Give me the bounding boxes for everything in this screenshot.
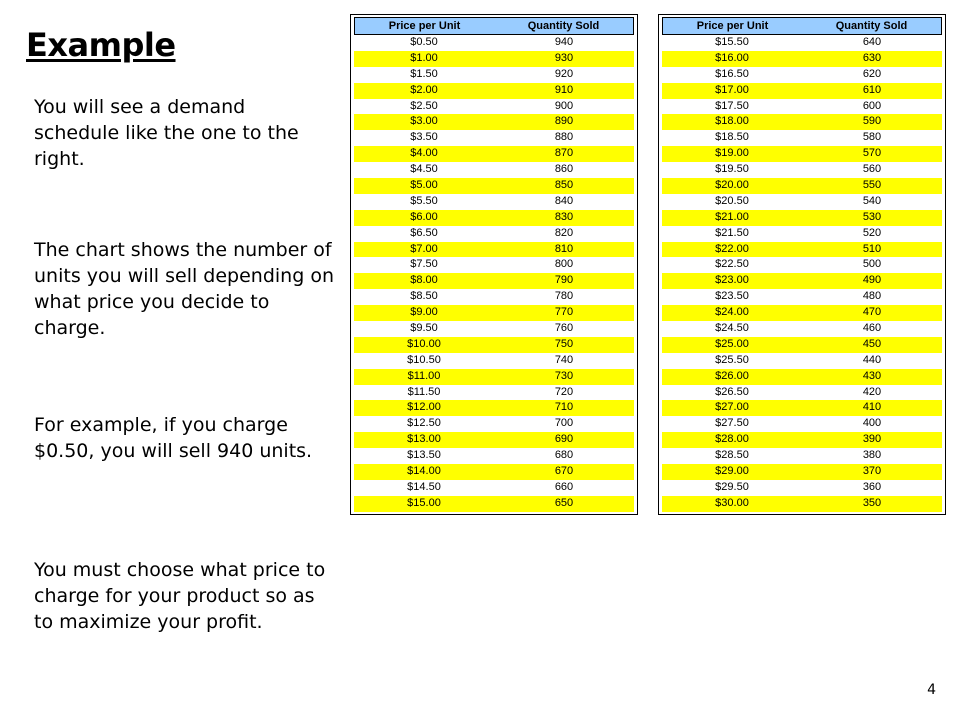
table-row: [354, 432, 634, 448]
price-cell: $16.00: [715, 51, 749, 64]
table-row: [662, 178, 942, 194]
price-cell: $20.00: [715, 179, 749, 192]
price-cell: $29.50: [715, 480, 749, 493]
quantity-cell: 510: [862, 242, 882, 255]
table-row: [354, 257, 634, 273]
price-cell: $20.50: [715, 194, 749, 207]
quantity-cell: 490: [862, 274, 882, 287]
quantity-cell: 840: [554, 194, 574, 207]
price-cell: $18.00: [715, 115, 749, 128]
quantity-cell: 360: [862, 480, 882, 493]
table-row: [662, 162, 942, 178]
table-row: [354, 496, 634, 512]
price-cell: $12.50: [407, 417, 441, 430]
price-cell: $15.50: [715, 36, 749, 48]
quantity-cell: 480: [862, 290, 882, 303]
quantity-column-header: Quantity Sold: [835, 20, 908, 32]
price-cell: $10.50: [407, 353, 441, 366]
price-cell: $28.50: [715, 449, 749, 462]
price-cell: $3.00: [410, 115, 438, 128]
quantity-cell: 640: [862, 36, 882, 48]
table-row: [662, 400, 942, 416]
quantity-cell: 940: [554, 36, 574, 48]
quantity-cell: 880: [554, 131, 574, 144]
price-cell: $14.50: [407, 480, 441, 493]
price-cell: $22.00: [715, 242, 749, 255]
price-cell: $7.50: [410, 258, 438, 271]
table-row: [662, 130, 942, 146]
quantity-cell: 820: [554, 226, 574, 239]
price-cell: $0.50: [410, 36, 438, 48]
quantity-cell: 590: [862, 115, 882, 128]
price-cell: $18.50: [715, 131, 749, 144]
table-row: [354, 226, 634, 242]
quantity-cell: 560: [862, 163, 882, 176]
price-cell: $10.00: [407, 337, 441, 350]
quantity-cell: 350: [862, 496, 882, 509]
price-cell: $12.00: [407, 401, 441, 414]
price-cell: $28.00: [715, 433, 749, 446]
table-row: [662, 369, 942, 385]
table-row: [354, 194, 634, 210]
price-cell: $30.00: [715, 496, 749, 509]
table-row: [662, 432, 942, 448]
price-cell: $1.50: [410, 67, 438, 80]
table-row: [662, 416, 942, 432]
price-cell: $2.50: [410, 99, 438, 112]
price-cell: $26.00: [715, 369, 749, 382]
quantity-cell: 580: [862, 131, 882, 144]
price-cell: $9.00: [410, 306, 438, 319]
quantity-cell: 470: [862, 306, 882, 319]
table-row: [662, 194, 942, 210]
price-cell: $9.50: [410, 322, 438, 335]
table-row: [354, 305, 634, 321]
quantity-cell: 380: [862, 449, 882, 462]
quantity-cell: 540: [862, 194, 882, 207]
table-row: [662, 480, 942, 496]
price-cell: $4.50: [410, 163, 438, 176]
table-row: [662, 321, 942, 337]
quantity-cell: 390: [862, 433, 882, 446]
price-cell: $4.00: [410, 147, 438, 160]
table-row: [662, 257, 942, 273]
example-paragraph: For example, if you charge $0.50, you will sell 940 units.: [34, 414, 313, 462]
table-row: [354, 146, 634, 162]
price-cell: $25.00: [715, 337, 749, 350]
table-row: [662, 289, 942, 305]
price-column-header: Price per Unit: [388, 20, 461, 32]
slide-title: Example: [26, 26, 176, 64]
table-row: [354, 416, 634, 432]
table-row: [354, 385, 634, 401]
quantity-cell: 400: [862, 417, 882, 430]
quantity-cell: 450: [862, 337, 882, 350]
table-row: [662, 99, 942, 115]
quantity-cell: 630: [862, 51, 882, 64]
table-row: [662, 210, 942, 226]
table-row: [354, 51, 634, 67]
table-row: [662, 83, 942, 99]
price-cell: $17.00: [715, 83, 749, 96]
quantity-cell: 910: [554, 83, 574, 96]
table-row: [662, 353, 942, 369]
quantity-cell: 500: [862, 258, 882, 271]
price-cell: $25.50: [715, 353, 749, 366]
table-row: [662, 305, 942, 321]
price-cell: $23.00: [715, 274, 749, 287]
table-row: [354, 400, 634, 416]
quantity-cell: 920: [554, 67, 574, 80]
table-row: [354, 99, 634, 115]
table-row: [662, 464, 942, 480]
price-cell: $8.50: [410, 290, 438, 303]
quantity-cell: 830: [554, 210, 574, 223]
price-cell: $13.50: [407, 449, 441, 462]
price-cell: $19.50: [715, 163, 749, 176]
table-row: [662, 385, 942, 401]
quantity-cell: 760: [554, 322, 574, 335]
quantity-cell: 690: [554, 433, 574, 446]
table-row: [662, 242, 942, 258]
price-cell: $26.50: [715, 385, 749, 398]
table-row: [662, 448, 942, 464]
price-cell: $5.50: [410, 194, 438, 207]
price-column-header: Price per Unit: [696, 20, 769, 32]
quantity-cell: 620: [862, 67, 882, 80]
price-cell: $6.00: [410, 210, 438, 223]
page-number: 4: [927, 682, 936, 698]
quantity-cell: 550: [862, 179, 882, 192]
table-row: [662, 226, 942, 242]
quantity-cell: 770: [554, 306, 574, 319]
table-row: [354, 353, 634, 369]
price-cell: $15.00: [407, 496, 441, 509]
price-cell: $22.50: [715, 258, 749, 271]
intro-paragraph: You will see a demand schedule like the one to the right.: [34, 96, 299, 170]
quantity-cell: 800: [554, 258, 574, 271]
quantity-cell: 570: [862, 147, 882, 160]
table-row: [354, 289, 634, 305]
table-row: [662, 35, 942, 51]
table-row: [354, 273, 634, 289]
table-row: [354, 464, 634, 480]
table-row: [354, 114, 634, 130]
table-row: [662, 146, 942, 162]
table-row: [354, 130, 634, 146]
table-row: [354, 321, 634, 337]
quantity-cell: 680: [554, 449, 574, 462]
price-cell: $1.00: [410, 51, 438, 64]
price-cell: $19.00: [715, 147, 749, 160]
price-cell: $11.50: [407, 385, 441, 398]
price-cell: $2.00: [410, 83, 438, 96]
quantity-cell: 860: [554, 163, 574, 176]
table-header: [354, 17, 634, 35]
price-cell: $14.00: [407, 465, 441, 478]
table-row: [662, 114, 942, 130]
quantity-cell: 650: [554, 496, 574, 509]
quantity-cell: 870: [554, 147, 574, 160]
price-cell: $24.00: [715, 306, 749, 319]
quantity-cell: 750: [554, 337, 574, 350]
chart-explanation-paragraph: The chart shows the number of units you will sell depending on what price you decide to charge.: [34, 239, 334, 339]
quantity-cell: 410: [862, 401, 882, 414]
quantity-cell: 440: [862, 353, 882, 366]
price-cell: $7.00: [410, 242, 438, 255]
table-row: [662, 273, 942, 289]
quantity-cell: 810: [554, 242, 574, 255]
table-row: [662, 337, 942, 353]
quantity-cell: 710: [554, 401, 574, 414]
quantity-cell: 850: [554, 179, 574, 192]
quantity-cell: 660: [554, 480, 574, 493]
demand-schedule-table-2: [658, 14, 946, 515]
table-row: [662, 496, 942, 512]
table-row: [354, 242, 634, 258]
table-row: [354, 67, 634, 83]
quantity-cell: 520: [862, 226, 882, 239]
price-cell: $23.50: [715, 290, 749, 303]
quantity-cell: 460: [862, 322, 882, 335]
price-cell: $8.00: [410, 274, 438, 287]
price-cell: $21.00: [715, 210, 749, 223]
table-body: [662, 35, 942, 512]
price-cell: $29.00: [715, 465, 749, 478]
quantity-cell: 600: [862, 99, 882, 112]
quantity-cell: 610: [862, 83, 882, 96]
quantity-cell: 420: [862, 385, 882, 398]
price-cell: $21.50: [715, 226, 749, 239]
price-cell: $6.50: [410, 226, 438, 239]
table-row: [662, 51, 942, 67]
quantity-cell: 530: [862, 210, 882, 223]
quantity-column-header: Quantity Sold: [527, 20, 600, 32]
table-row: [354, 337, 634, 353]
instruction-paragraph: You must choose what price to charge for your product so as to maximize your profit.: [34, 559, 326, 633]
price-cell: $11.00: [407, 369, 441, 382]
quantity-cell: 430: [862, 369, 882, 382]
quantity-cell: 890: [554, 115, 574, 128]
quantity-cell: 790: [554, 274, 574, 287]
table-row: [354, 83, 634, 99]
quantity-cell: 900: [554, 99, 574, 112]
demand-schedule-table-1: [350, 14, 638, 515]
table-row: [354, 162, 634, 178]
price-cell: $5.00: [410, 179, 438, 192]
table-row: [354, 178, 634, 194]
quantity-cell: 780: [554, 290, 574, 303]
table-body: [354, 35, 634, 512]
price-cell: $16.50: [715, 67, 749, 80]
quantity-cell: 700: [554, 417, 574, 430]
price-cell: $17.50: [715, 99, 749, 112]
price-cell: $27.50: [715, 417, 749, 430]
table-row: [662, 67, 942, 83]
price-cell: $3.50: [410, 131, 438, 144]
quantity-cell: 730: [554, 369, 574, 382]
table-row: [354, 369, 634, 385]
table-header: [662, 17, 942, 35]
quantity-cell: 670: [554, 465, 574, 478]
table-row: [354, 210, 634, 226]
table-row: [354, 448, 634, 464]
price-cell: $24.50: [715, 322, 749, 335]
quantity-cell: 720: [554, 385, 574, 398]
table-row: [354, 480, 634, 496]
table-row: [354, 35, 634, 51]
price-cell: $13.00: [407, 433, 441, 446]
quantity-cell: 930: [554, 51, 574, 64]
quantity-cell: 370: [862, 465, 882, 478]
price-cell: $27.00: [715, 401, 749, 414]
quantity-cell: 740: [554, 353, 574, 366]
